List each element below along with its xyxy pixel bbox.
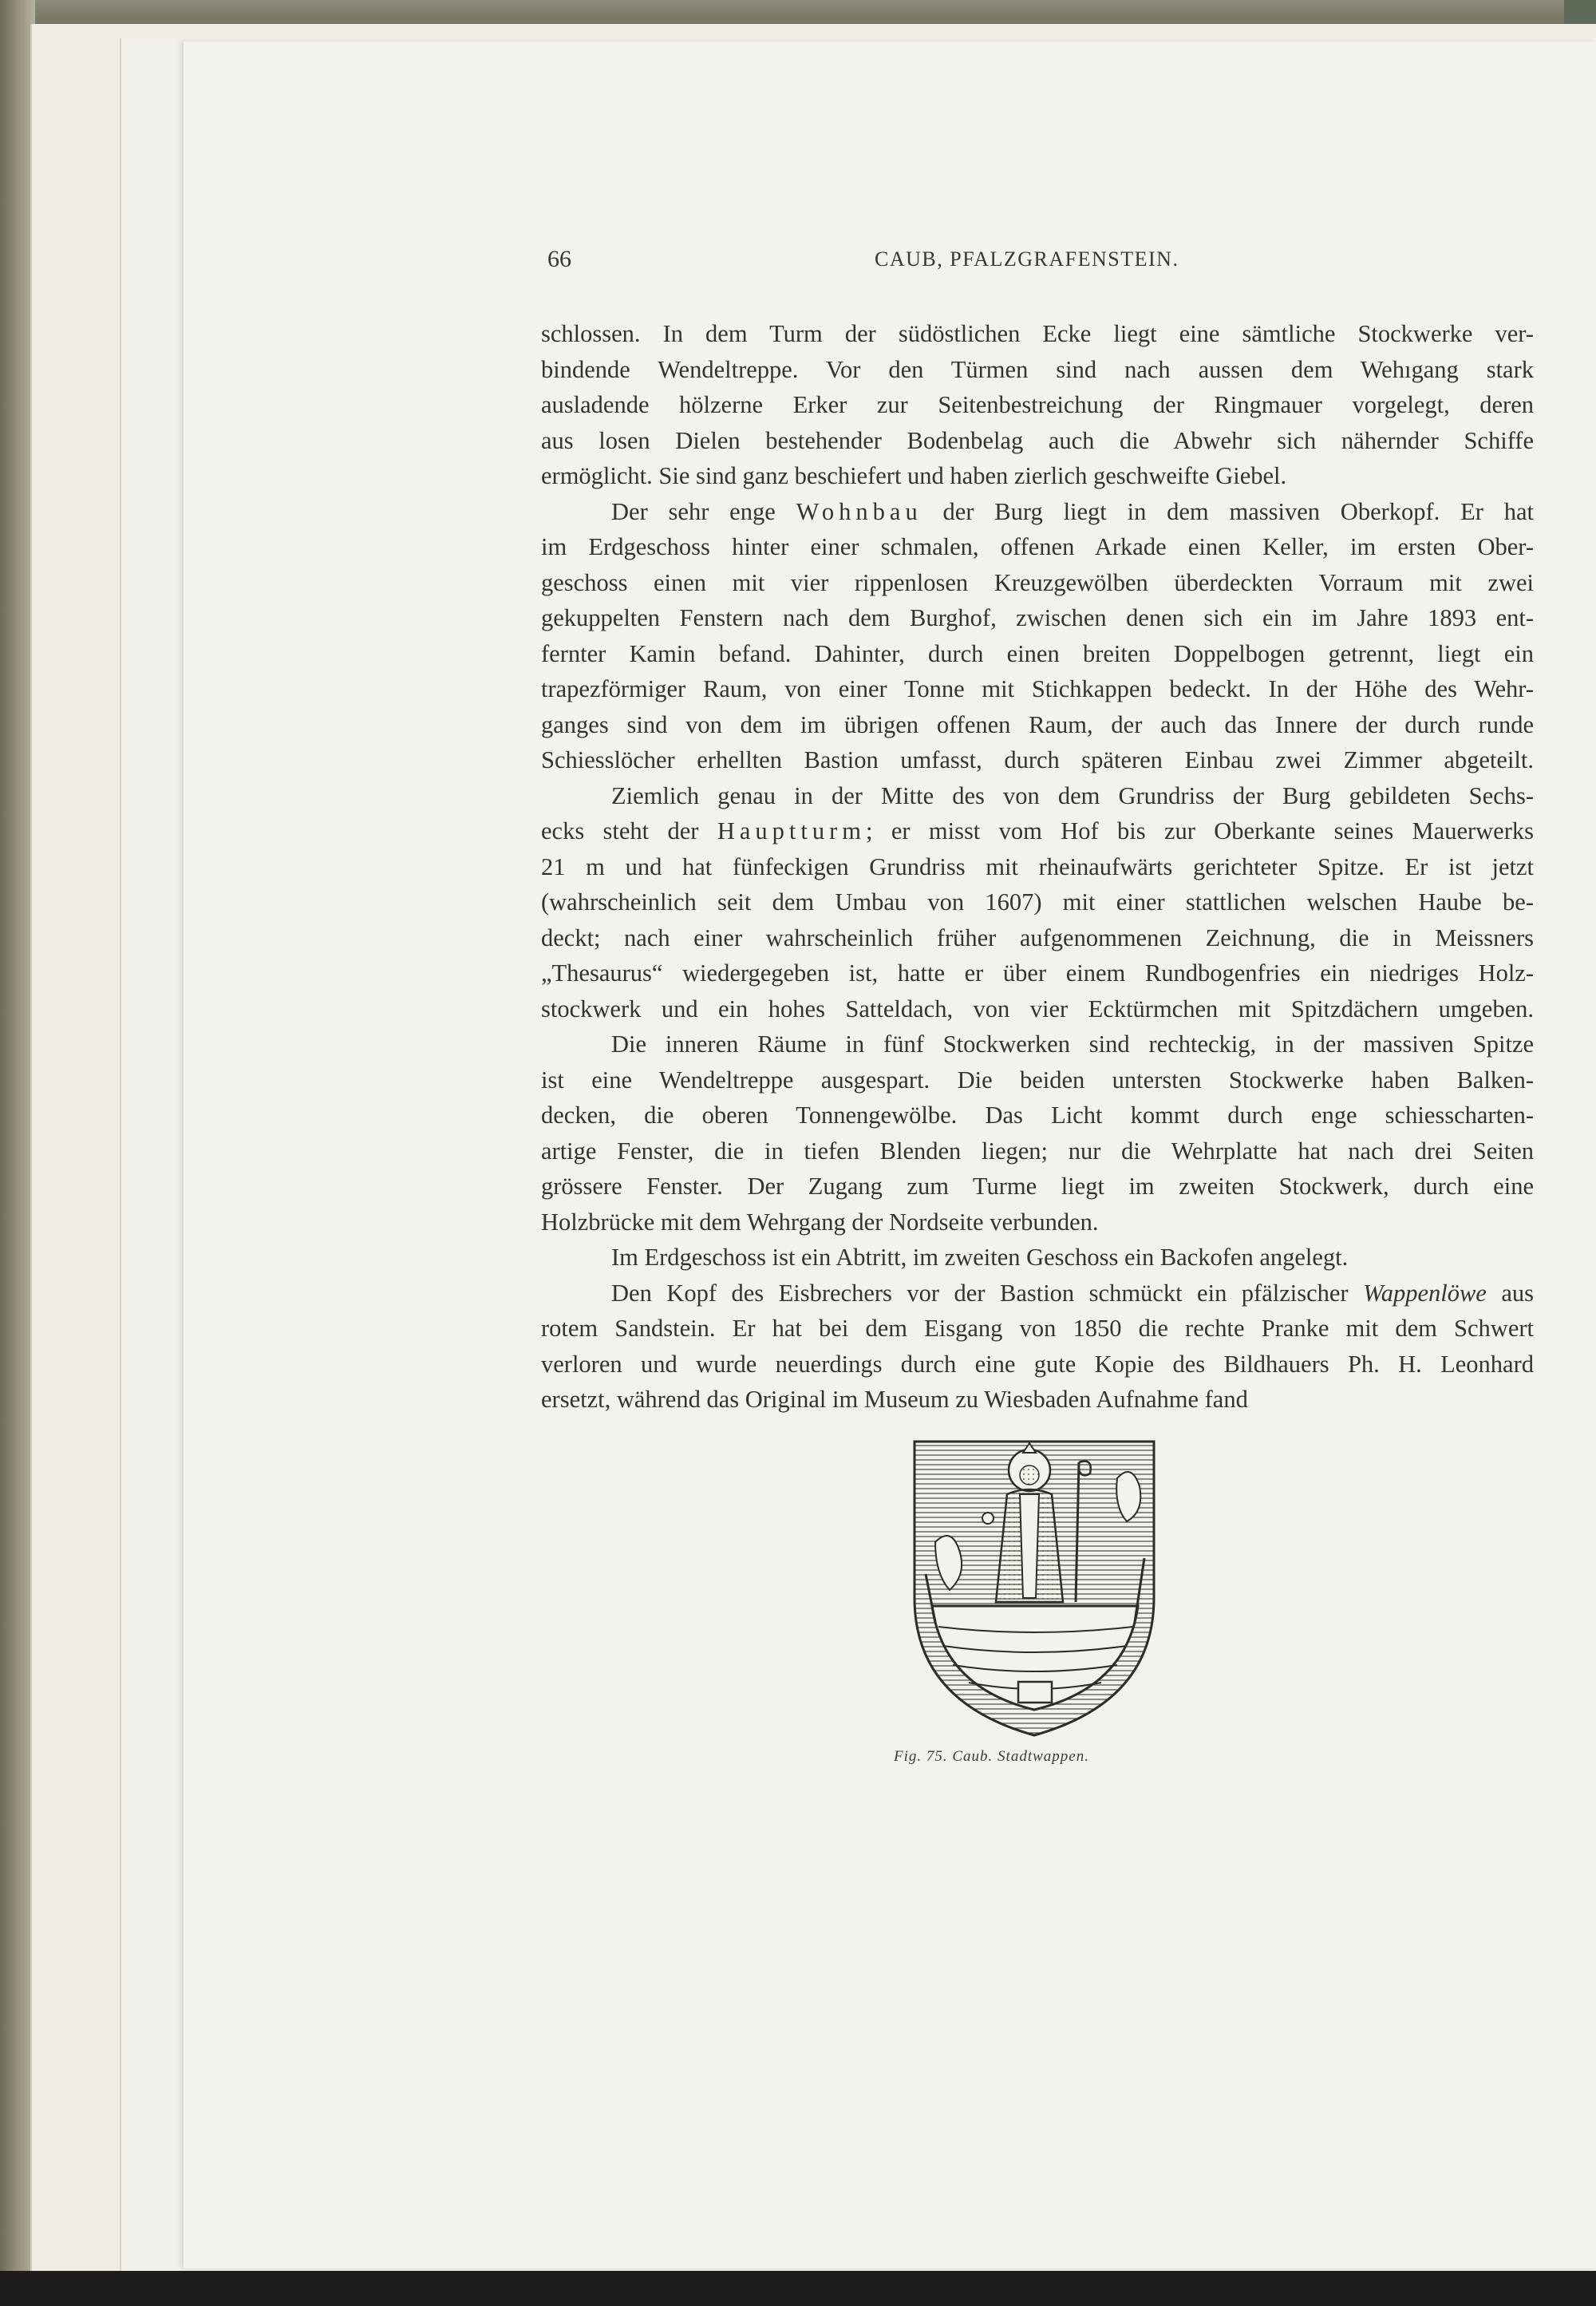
page-number: 66 bbox=[547, 246, 571, 272]
page-header bbox=[547, 246, 1534, 278]
text-run: der Burg liegt in dem massiven Oberkopf. Er hat bbox=[922, 497, 1535, 525]
text-line: decken, die oberen Tonnengewölbe. Das Licht kommt durch enge schiesscharten- bbox=[541, 1102, 1534, 1129]
text-line: verloren und wurde neuerdings durch eine gute Kopie des Bildhauers Ph. H. Leonhard bbox=[541, 1350, 1534, 1378]
text-line bbox=[541, 1276, 1534, 1311]
text-line bbox=[541, 494, 1534, 530]
text-line: Die inneren Räume in fünf Stockwerken sind rechteckig, in der massiven Spitze bbox=[611, 1030, 1534, 1058]
running-title: CAUB, PFALZGRAFENSTEIN. bbox=[875, 247, 1179, 271]
text-run: Den Kopf des Eisbrechers vor der Bastion schmückt ein pfälzischer bbox=[611, 1279, 1364, 1307]
text-line: fernter Kamin befand. Dahinter, durch einen breiten Doppelbogen getrennt, liegt ein bbox=[541, 639, 1534, 667]
text-line: Im Erdgeschoss ist ein Abtritt, im zweiten Geschoss ein Backofen angelegt. bbox=[611, 1244, 1349, 1271]
text-line: „Thesaurus“ wiedergegeben ist, hatte er über einem Rundbogenfries ein niedriges Holz- bbox=[541, 959, 1534, 987]
text-line: ermöglicht. Sie sind ganz beschiefert und haben zierlich geschweifte Giebel. bbox=[541, 462, 1287, 489]
text-line bbox=[541, 813, 1534, 849]
text-line: geschoss einen mit vier rippenlosen Kreuzgewölben überdeckten Vorraum mit zwei bbox=[541, 568, 1534, 596]
body-text bbox=[541, 316, 1534, 1418]
text-line: (wahrscheinlich seit dem Umbau von 1607) mit einer stattlichen welschen Haube be- bbox=[541, 888, 1534, 916]
text-run: ecks steht der bbox=[541, 817, 717, 844]
text-line: 21 m und hat fünfeckigen Grundriss mit rheinaufwärts gerichteter Spitze. Er ist jetzt bbox=[541, 852, 1534, 880]
text-line: ersetzt, während das Original im Museum zu Wiesbaden Aufnahme fand bbox=[541, 1386, 1248, 1413]
text-line: Holzbrücke mit dem Wehrgang der Nordseite verbunden. bbox=[541, 1208, 1099, 1236]
text-run: aus bbox=[1486, 1279, 1534, 1307]
text-line: rotem Sandstein. Er hat bei dem Eisgang von 1850 die rechte Pranke mit dem Schwert bbox=[541, 1315, 1534, 1342]
text-line: Ziemlich genau in der Mitte des von dem Grundriss der Burg gebildeten Sechs- bbox=[611, 781, 1534, 809]
text-run: Der sehr enge bbox=[611, 497, 796, 525]
text-line: schlossen. In dem Turm der südöstlichen Ecke liegt eine sämtliche Stockwerke ver- bbox=[541, 320, 1534, 347]
italic-term: Wappenlöwe bbox=[1363, 1279, 1487, 1307]
scan-bottom-band bbox=[0, 2271, 1596, 2306]
figure-caption: Fig. 75. Caub. Stadtwappen. bbox=[894, 1748, 1089, 1765]
spaced-term: Wohnbau bbox=[796, 497, 922, 525]
text-line: aus losen Dielen bestehender Bodenbelag auch die Abwehr sich nähernder Schiffe bbox=[541, 426, 1534, 454]
text-line: artige Fenster, die in tiefen Blenden liegen; nur die Wehrplatte hat nach drei Seiten bbox=[541, 1137, 1534, 1165]
text-line: ist eine Wendeltreppe ausgespart. Die beiden untersten Stockwerke haben Balken- bbox=[541, 1066, 1534, 1094]
text-run: ; er misst vom Hof bis zur Oberkante seines Mauerwerks bbox=[865, 817, 1534, 844]
text-line: ganges sind von dem im übrigen offenen Raum, der auch das Innere der durch runde bbox=[541, 710, 1534, 738]
coat-of-arms-figure bbox=[911, 1438, 1159, 1742]
text-line: trapezförmiger Raum, von einer Tonne mit Stichkappen bedeckt. In der Höhe des Wehr- bbox=[541, 675, 1534, 702]
text-line: stockwerk und ein hohes Satteldach, von vier Ecktürmchen mit Spitzdächern umgeben. bbox=[541, 995, 1534, 1022]
text-line: Schiesslöcher erhellten Bastion umfasst, durch späteren Einbau zwei Zimmer abgeteilt. bbox=[541, 746, 1534, 773]
spaced-term: Hauptturm bbox=[717, 817, 866, 844]
text-line: gekuppelten Fenstern nach dem Burghof, zwischen denen sich ein im Jahre 1893 ent- bbox=[541, 604, 1534, 631]
text-line: ausladende hölzerne Erker zur Seitenbestreichung der Ringmauer vorgelegt, deren bbox=[541, 391, 1534, 418]
text-line: grössere Fenster. Der Zugang zum Turme liegt im zweiten Stockwerk, durch eine bbox=[541, 1173, 1534, 1200]
text-line: im Erdgeschoss hinter einer schmalen, offenen Arkade einen Keller, im ersten Ober- bbox=[541, 533, 1534, 560]
coat-of-arms-icon bbox=[911, 1438, 1159, 1742]
text-line: deckt; nach einer wahrscheinlich früher aufgenommenen Zeichnung, die in Meissners bbox=[541, 924, 1534, 951]
text-line: bindende Wendeltreppe. Vor den Türmen sind nach aussen dem Wehıgang stark bbox=[541, 355, 1534, 383]
